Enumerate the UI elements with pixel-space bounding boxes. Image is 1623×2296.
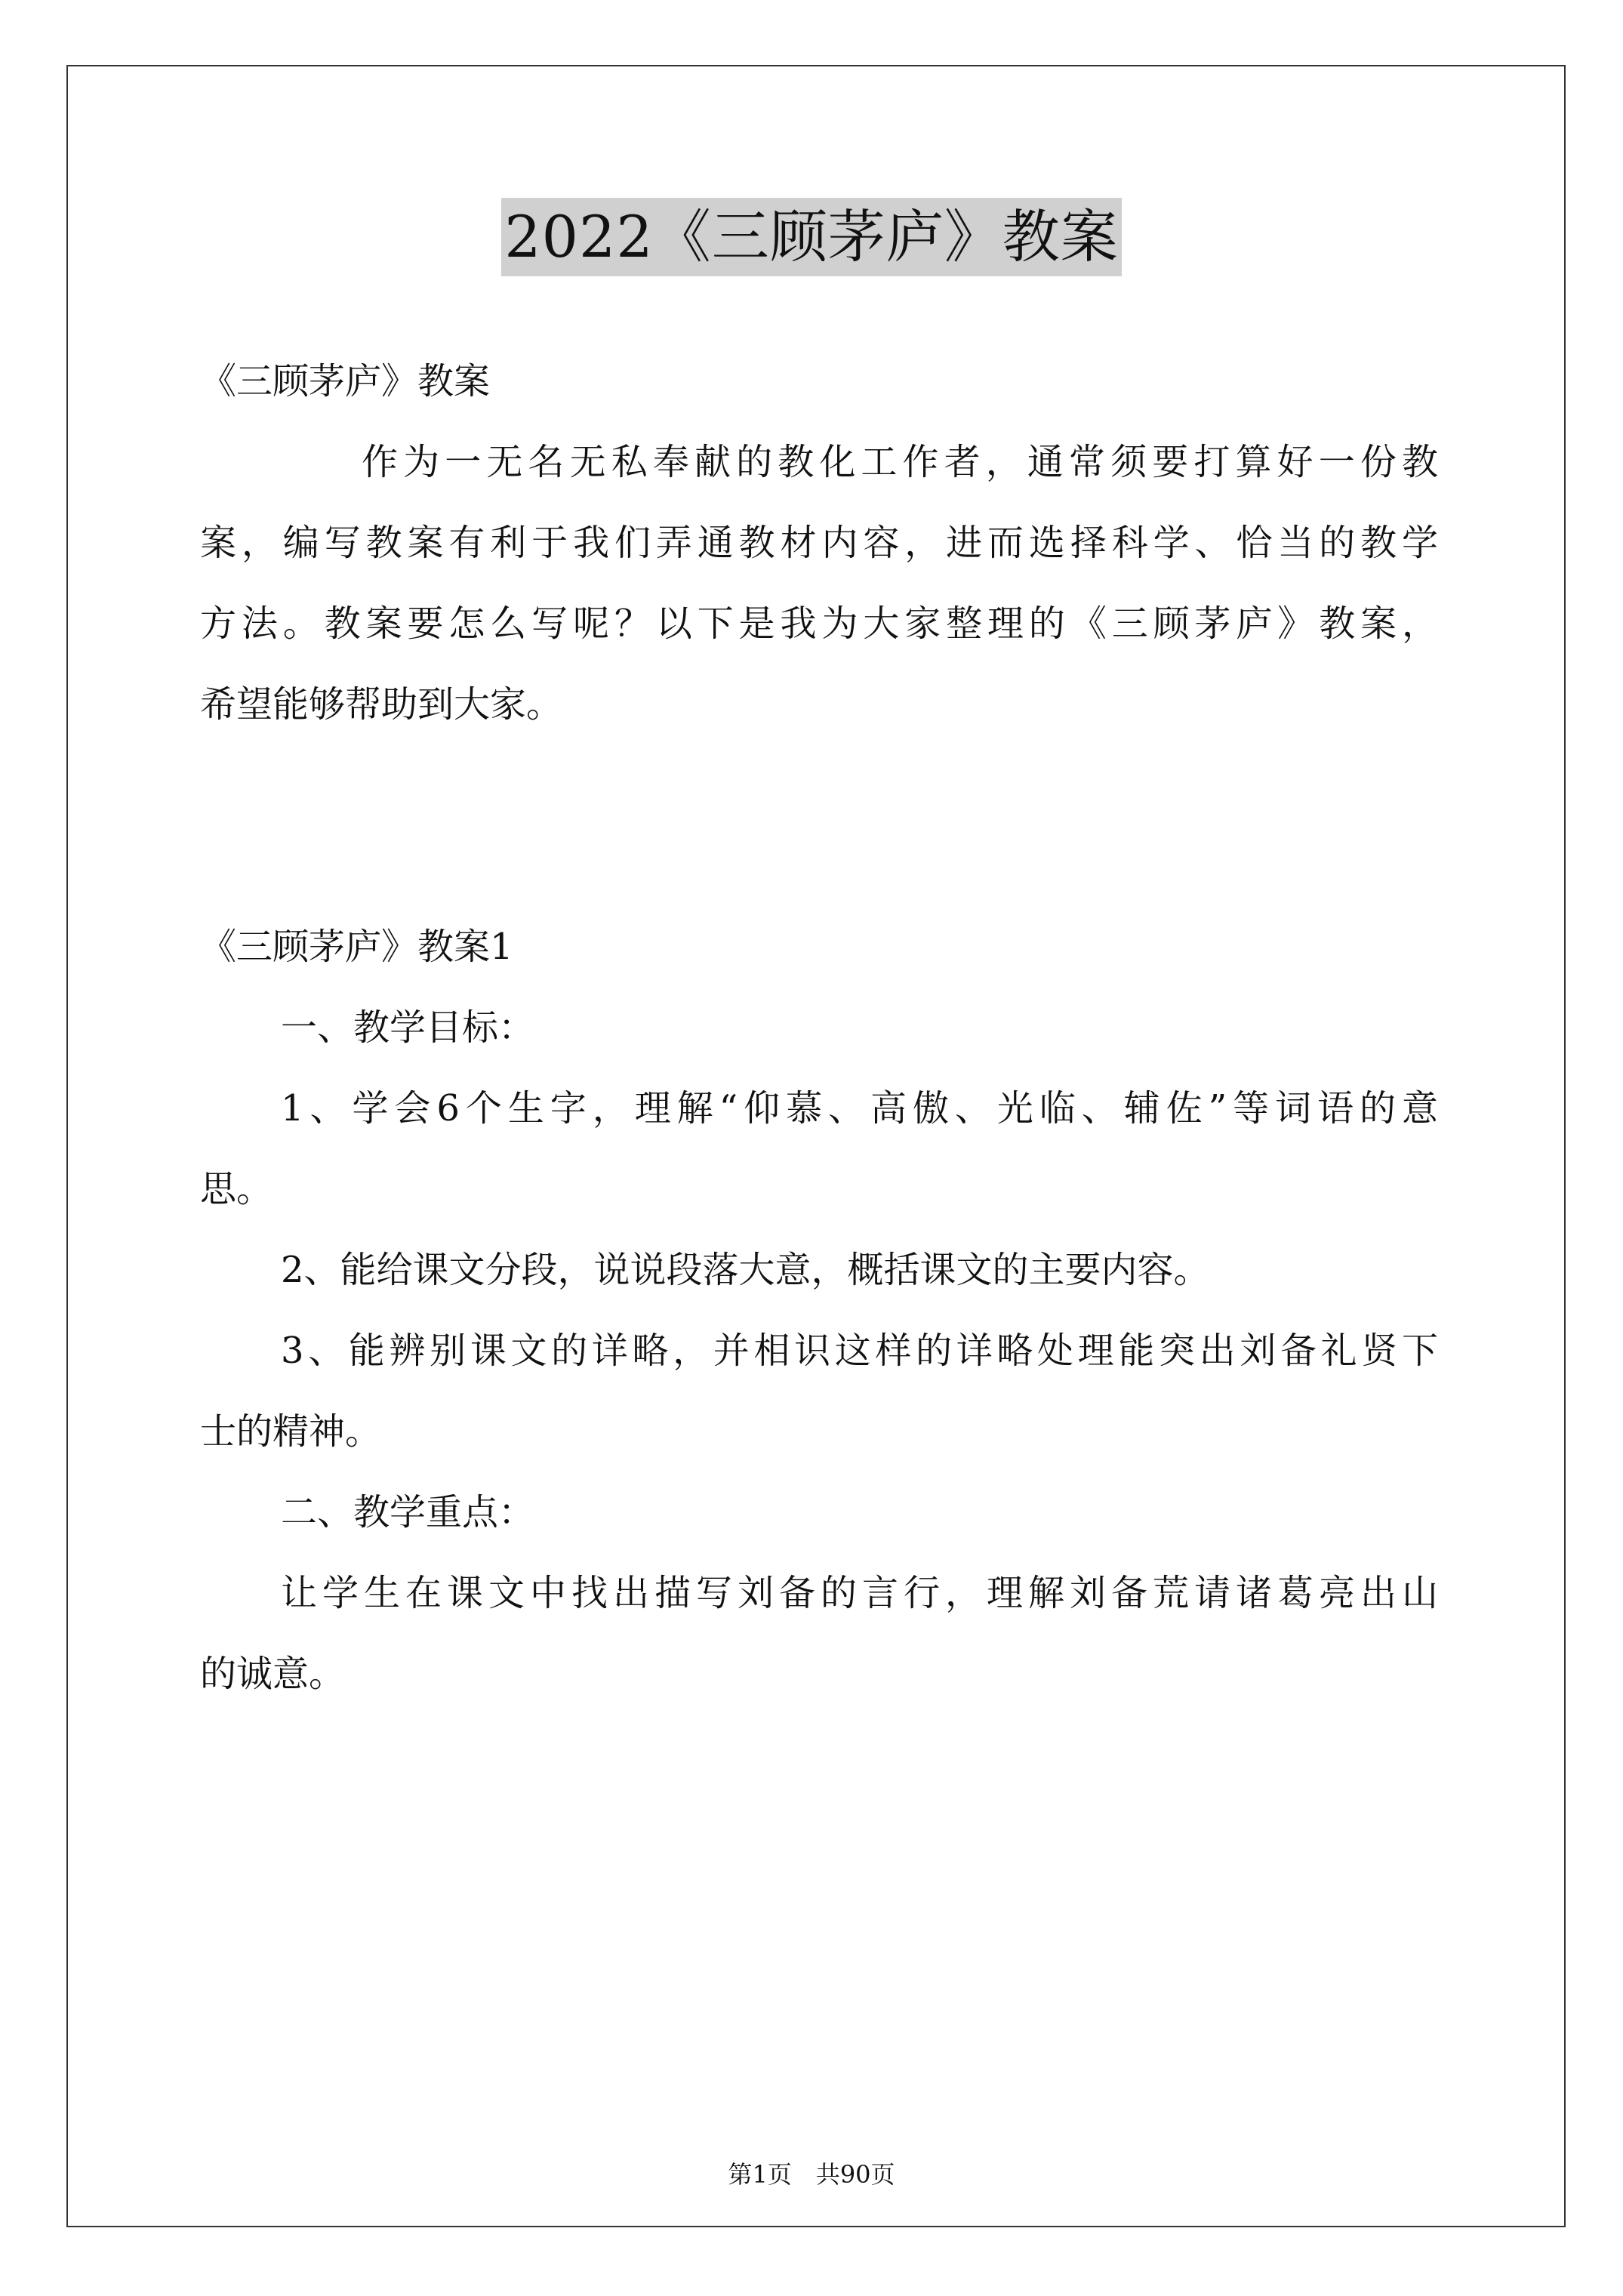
goal-heading: 一、教学目标： [281,1006,535,1049]
intro-paragraph-line: 方法。教案要怎么写呢？以下是我为大家整理的《三顾茅庐》教案， [200,603,1438,645]
intro-paragraph-line: 希望能够帮助到大家。 [200,683,563,726]
goal-item-line: 3、能辨别课文的详略，并相识这样的详略处理能突出刘备礼贤下 [281,1330,1438,1372]
key-point-line: 让学生在课文中找出描写刘备的言行，理解刘备荒请诸葛亮出山 [281,1572,1438,1614]
subheading: 《三顾茅庐》教案 [200,360,491,402]
goal-item-line: 2、能给课文分段，说说段落大意，概括课文的主要内容。 [281,1249,1210,1291]
intro-paragraph-line: 作为一无名无私奉献的教化工作者，通常须要打算好一份教 [362,441,1438,483]
paragraph-gap [200,745,1438,907]
page-footer: 第1页 共90页 [728,2160,895,2189]
goal-item-line: 思。 [200,1168,273,1210]
title-container [0,198,1623,276]
goal-item-line: 士的精神。 [200,1410,382,1453]
goal-item-line: 1、学会6个生字，理解“仰慕、高傲、光临、辅佐”等词语的意 [281,1087,1438,1130]
document-body [200,341,1438,1715]
intro-paragraph-line: 案，编写教案有利于我们弄通教材内容，进而选择科学、恰当的教学 [200,522,1438,564]
key-point-line: 的诚意。 [200,1653,346,1695]
section-heading: 《三顾茅庐》教案1 [200,926,513,968]
document-title: 2022《三顾茅庐》教案 [501,198,1121,276]
key-point-heading: 二、教学重点： [281,1491,535,1533]
